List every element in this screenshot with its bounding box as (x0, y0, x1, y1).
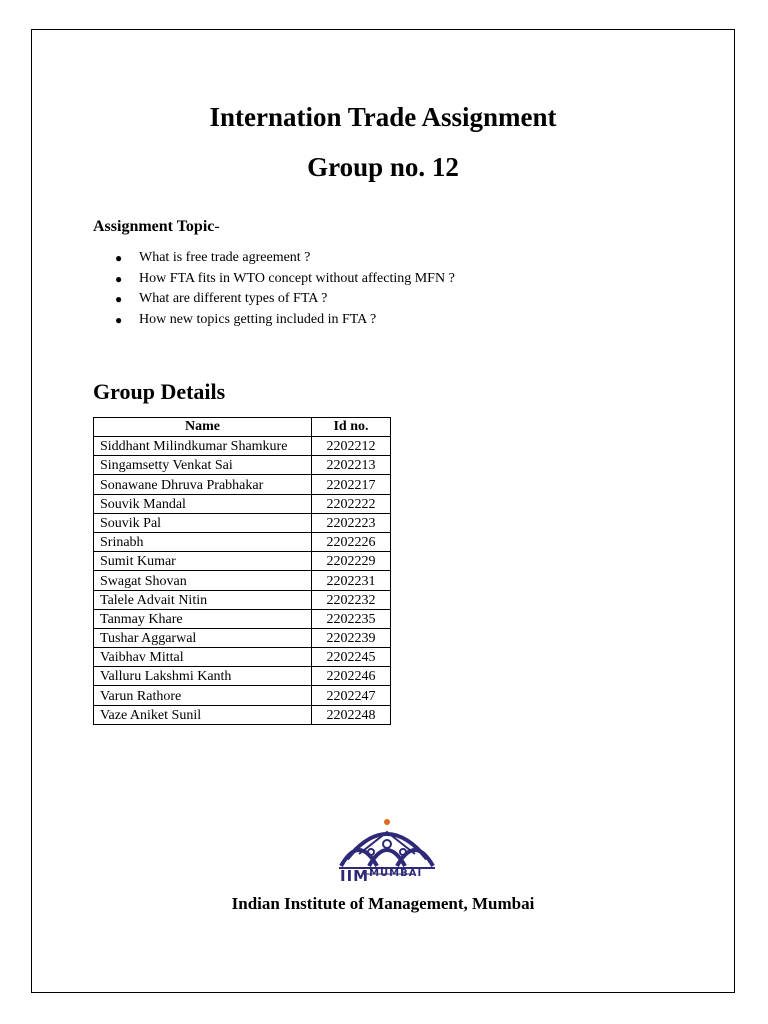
group-number: Group no. 12 (307, 152, 459, 182)
bullet-icon: ● (115, 251, 123, 265)
table-row (94, 648, 391, 667)
table-header-row (94, 418, 391, 437)
logo-text-mumbai: MUMBAI (369, 868, 423, 879)
document-title: Internation Trade Assignment (209, 102, 557, 132)
member-name-cell: Tanmay Khare (94, 609, 312, 628)
table-row (94, 552, 391, 571)
table-row (94, 628, 391, 647)
topic-list-item (93, 289, 455, 310)
member-id-cell: 2202226 (312, 532, 391, 551)
logo-emblem-dot (384, 819, 390, 825)
member-name-cell: Vaibhav Mittal (94, 648, 312, 667)
member-name-cell: Sonawane Dhruva Prabhakar (94, 475, 312, 494)
topic-text: What is free trade agreement ? (139, 250, 311, 265)
id-column-header: Id no. (312, 418, 391, 437)
table-row (94, 571, 391, 590)
member-name-cell: Tushar Aggarwal (94, 628, 312, 647)
topic-list (93, 248, 455, 331)
table-row (94, 494, 391, 513)
topic-text: How new topics getting included in FTA ? (139, 312, 377, 328)
table-row (94, 667, 391, 686)
member-id-cell: 2202247 (312, 686, 391, 705)
document-page (31, 29, 735, 993)
topic-list-item (93, 269, 455, 290)
topic-text: How FTA fits in WTO concept without affecting MFN ? (139, 270, 455, 286)
member-id-cell: 2202231 (312, 571, 391, 590)
member-name-cell: Swagat Shovan (94, 571, 312, 590)
member-id-cell: 2202213 (312, 456, 391, 475)
member-name-cell: Talele Advait Nitin (94, 590, 312, 609)
table-row (94, 532, 391, 551)
table-row (94, 475, 391, 494)
table-row (94, 456, 391, 475)
member-name-cell: Sumit Kumar (94, 552, 312, 571)
table-row (94, 590, 391, 609)
institute-name: Indian Institute of Management, Mumbai (231, 894, 535, 913)
assignment-topic-label: Assignment Topic (93, 218, 215, 235)
table-row (94, 437, 391, 456)
logo-wordmark (340, 866, 422, 885)
bullet-icon: ● (115, 292, 123, 307)
member-id-cell: 2202248 (312, 705, 391, 724)
member-id-cell: 2202222 (312, 494, 391, 513)
table-row (94, 705, 391, 724)
topic-text: What are different types of FTA ? (139, 291, 328, 307)
member-id-cell: 2202245 (312, 648, 391, 667)
member-id-cell: 2202229 (312, 552, 391, 571)
member-name-cell: Valluru Lakshmi Kanth (94, 667, 312, 686)
bullet-icon: ● (115, 271, 123, 286)
table-row (94, 609, 391, 628)
member-id-cell: 2202239 (312, 628, 391, 647)
group-details-heading: Group Details (93, 379, 226, 404)
group-members-table (93, 417, 391, 725)
assignment-topic-dash: - (214, 218, 220, 235)
member-name-cell: Srinabh (94, 532, 312, 551)
topic-list-item (93, 248, 455, 269)
member-name-cell: Siddhant Milindkumar Shamkure (94, 437, 312, 456)
table-row (94, 686, 391, 705)
table-body (94, 437, 391, 725)
assignment-topic-heading (93, 218, 220, 236)
member-id-cell: 2202212 (312, 437, 391, 456)
member-name-cell: Souvik Pal (94, 513, 312, 532)
table-row (94, 513, 391, 532)
member-name-cell: Singamsetty Venkat Sai (94, 456, 312, 475)
member-id-cell: 2202223 (312, 513, 391, 532)
logo-text-iim: IIM (340, 867, 370, 885)
bullet-icon: ● (115, 313, 123, 328)
member-id-cell: 2202232 (312, 590, 391, 609)
member-name-cell: Varun Rathore (94, 686, 312, 705)
member-name-cell: Souvik Mandal (94, 494, 312, 513)
member-id-cell: 2202235 (312, 609, 391, 628)
name-column-header: Name (94, 418, 312, 437)
topic-list-item (93, 310, 455, 331)
member-id-cell: 2202246 (312, 667, 391, 686)
member-name-cell: Vaze Aniket Sunil (94, 705, 312, 724)
member-id-cell: 2202217 (312, 475, 391, 494)
